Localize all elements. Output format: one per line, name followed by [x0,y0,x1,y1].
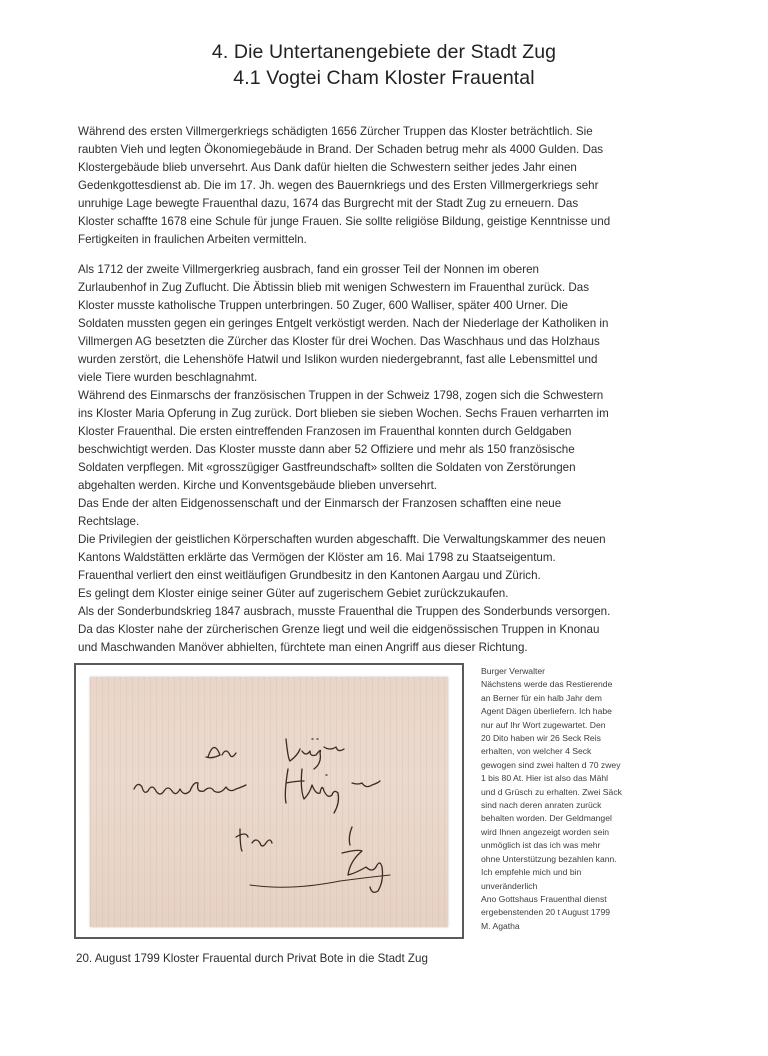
paragraph-line: Das Ende der alten Eidgenossenschaft und der Einmarsch der Franzosen schafften eine neue [78,497,562,510]
transcription-line: sind nach deren anraten zurück [481,800,602,811]
transcription-line: ergebenstenden 20 t August 1799 [481,907,611,918]
historic-letter-image [90,677,448,927]
paragraph-line: Frauenthal verliert den einst weitläufigen Grundbesitz in den Kantonen Aargau und Zürich. [78,569,541,582]
transcription-line: behalten worden. Der Geldmangel [481,813,612,824]
paragraph-line: Soldaten verpflegen. Mit «grosszügiger Gastfreundschaft» sollten die Soldaten von Zerstörungen [78,461,576,474]
paragraph-line: Villmergen AG besetzten die Zürcher das Kloster für drei Wochen. Das Waschhaus und das Holzhaus [78,335,600,348]
transcription-line: und d Grüsch zu erhalten. Zwei Säck [481,786,622,797]
transcription-line: wird Ihnen angezeigt worden sein [481,826,610,837]
paragraph-line: beschwichtigt werden. Das Kloster musste dann aber 52 Offiziere und mehr als 150 französische [78,443,575,456]
paragraph-line: Rechtslage. [78,515,140,528]
transcription-line: M. Agatha [481,920,520,931]
transcription-line: gewogen sind zwei halten d 70 zwey [481,759,621,770]
paragraph-line: ins Kloster Maria Opferung in Zug zurück. Dort blieben sie sieben Wochen. Sechs Frauen verharrten im [78,407,609,420]
transcription-line: ohne Unterstützung bezahlen kann. [481,853,617,864]
transcription-line: Burger Verwalter [481,666,546,676]
paragraph-line: Kantons Waldstätten erklärte das Vermögen der Klöster am 16. Mai 1798 zu Staatseigentum. [78,551,556,564]
transcription-line: 20 Dito haben wir 26 Seck Reis [481,733,601,744]
paragraph-line: Gedenkgottesdienst ab. Die im 17. Jh. wegen des Bauernkriegs und des Ersten Villmergerkriegs sehr [78,179,599,192]
paragraph-line: Als der Sonderbundskrieg 1847 ausbrach, musste Frauenthal die Truppen des Sonderbunds versorgen. [78,605,611,618]
transcription-line: unmöglich ist das ich was mehr [481,840,601,851]
paragraph-line: Kloster schaffte 1678 eine Schule für junge Frauen. Sie sollte religiöse Bildung, geistige Kenntnisse und [78,215,611,228]
paragraph-line: abgehalten werden. Kirche und Konventsgebäude blieben unversehrt. [78,479,438,492]
paragraph-line: Soldaten mussten gegen ein geringes Entgelt verköstigt werden. Nach der Niederlage der Katholiken in [78,317,609,330]
paragraph-line: Fertigkeiten in fraulichen Arbeiten vermitteln. [78,233,307,246]
page-title: 4. Die Untertanengebiete der Stadt Zug [211,41,557,63]
page-subtitle: 4.1 Vogtei Cham Kloster Frauental [233,67,535,89]
paragraph-3 [78,387,678,495]
transcription-line: Ich empfehle mich und bin [481,867,582,878]
paragraph-line: Kloster musste katholische Truppen unterbringen. 50 Zuger, 600 Walliser, später 400 Urner. Die [78,299,568,312]
paragraph-line: und Maschwanden Manöver abhielten, fürchtete man einen Angriff aus dieser Richtung. [78,641,528,654]
handwritten-address [90,677,448,927]
paragraph-line: Die Privilegien der geistlichen Körperschaften wurden abgeschafft. Die Verwaltungskammer des neuen [78,533,606,546]
transcription-line: 1 bis 80 At. Hier ist also das Mähl [481,773,609,784]
paragraph-line: Als 1712 der zweite Villmergerkrieg ausbrach, fand ein grosser Teil der Nonnen im oberen [78,263,539,276]
paragraph-line: Es gelingt dem Kloster einige seiner Güter auf zugerischem Gebiet zurückzukaufen. [78,587,509,600]
paragraph-5 [78,603,678,657]
transcription-line: unveränderlich [481,880,538,891]
paragraph-line: Kloster Frauenthal. Die ersten eintreffenden Franzosen im Frauenthal konnten durch Geldgaben [78,425,572,438]
transcription-line: nur auf Ihr Wort zugewartet. Den [481,719,606,730]
paragraph-1 [78,123,678,249]
figure-caption: 20. August 1799 Kloster Frauental durch Privat Bote in die Stadt Zug [76,952,428,965]
paragraph-2 [78,261,678,387]
transcription-line: erhalten, von welcher 4 Seck [481,746,592,757]
paragraph-line: Da das Kloster nahe der zürcherischen Grenze liegt und weil die eidgenössischen Truppen in Knonau [78,623,600,636]
paragraph-4 [78,495,678,603]
letter-photo-frame [74,663,464,939]
paragraph-line: Zurlaubenhof in Zug Zuflucht. Die Äbtissin blieb mit wenigen Schwestern im Frauenthal zurück. Das [78,281,590,294]
paragraph-line: unruhige Lage bewegte Frauenthal dazu, 1674 das Burgrecht mit der Stadt Zug zu erneuern. Das [78,197,579,210]
paragraph-line: raubten Vieh und legten Ökonomiegebäude in Brand. Der Schaden betrug mehr als 4000 Gulden. Das [78,143,604,156]
transcription-line: an Berner für ein halb Jahr dem [481,692,602,703]
paragraph-line: Während des ersten Villmergerkriegs schädigten 1656 Zürcher Truppen das Kloster beträchtlich. Sie [78,125,593,138]
transcription-line: Agent Dägen überliefern. Ich habe [481,706,612,717]
transcription-line: Nächstens werde das Restierende [481,679,613,690]
transcription-line: Ano Gottshaus Frauenthal dienst [481,893,607,904]
paragraph-line: Während des Einmarschs der französischen Truppen in der Schweiz 1798, zogen sich die Schwestern [78,389,604,402]
paragraph-line: wurden zerstört, die Lehenshöfe Hatwil und Islikon wurden niedergebrannt, fast alle Lebensmittel und [78,353,598,366]
letter-transcription [481,665,671,933]
paragraph-line: Klostergebäude blieb unversehrt. Aus Dank dafür hielten die Schwestern seither jedes Jahr einen [78,161,577,174]
paragraph-line: viele Tiere wurden beschlagnahmt. [78,371,258,384]
